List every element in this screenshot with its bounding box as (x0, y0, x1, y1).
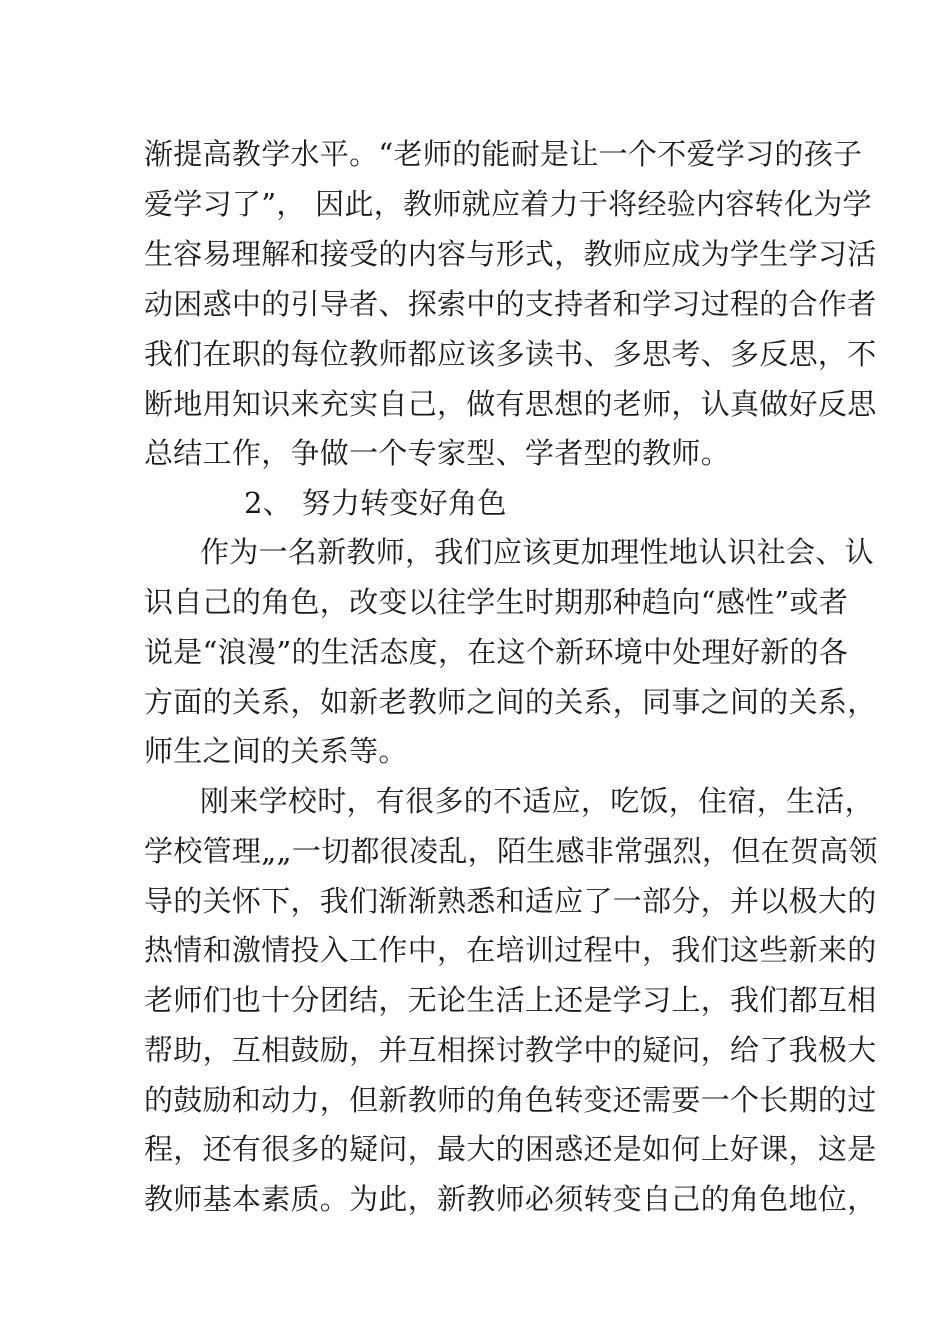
paragraph-line: 动困惑中的引导者、探索中的支持者和学习过程的合作者 (144, 287, 877, 321)
paragraph-line: 渐提高教学水平。“老师的能耐是让一个不爱学习的孩子 (144, 137, 863, 171)
paragraph-line: 生容易理解和接受的内容与形式，教师应成为学生学习活 (144, 237, 877, 271)
paragraph-line: 帮助，互相鼓励，并互相探讨教学中的疑问，给了我极大 (144, 1033, 877, 1067)
paragraph-line: 断地用知识来充实自己，做有思想的老师，认真做好反思 (144, 387, 877, 421)
paragraph-line: 热情和激情投入工作中，在培训过程中，我们这些新来的 (144, 933, 877, 967)
paragraph-line: 爱学习了”， 因此，教师就应着力于将经验内容转化为学 (144, 187, 872, 221)
paragraph-line: 程，还有很多的疑问，最大的困惑还是如何上好课，这是 (144, 1132, 877, 1166)
paragraph-line: 师生之间的关系等。 (144, 734, 408, 768)
paragraph-line: 导的关怀下，我们渐渐熟悉和适应了一部分，并以极大的 (144, 884, 877, 918)
paragraph-line: 的鼓励和动力，但新教师的角色转变还需要一个长期的过 (144, 1083, 877, 1117)
paragraph-line: 我们在职的每位教师都应该多读书、多思考、多反思，不 (144, 337, 877, 371)
paragraph-line: 学校管理„„一切都很凌乱，陌生感非常强烈，但在贺高领 (144, 834, 878, 868)
paragraph-line: 说是“浪漫”的生活态度，在这个新环境中处理好新的各 (144, 635, 849, 669)
paragraph-line: 刚来学校时，有很多的不适应，吃饭，住宿，生活， (200, 784, 874, 818)
paragraph-line: 老师们也十分团结，无论生活上还是学习上，我们都互相 (144, 983, 877, 1017)
paragraph-line: 总结工作，争做一个专家型、学者型的教师。 (144, 436, 731, 470)
paragraph-line: 识自己的角色，改变以往学生时期那种趋向“感性”或者 (144, 585, 849, 619)
paragraph-line: 作为一名新教师，我们应该更加理性地认识社会、认 (200, 535, 874, 569)
paragraph-line: 方面的关系，如新老教师之间的关系，同事之间的关系， (144, 685, 877, 719)
paragraph-line: 教师基本素质。为此，新教师必须转变自己的角色地位， (144, 1182, 877, 1216)
section-heading: 2、 努力转变好角色 (244, 486, 507, 520)
